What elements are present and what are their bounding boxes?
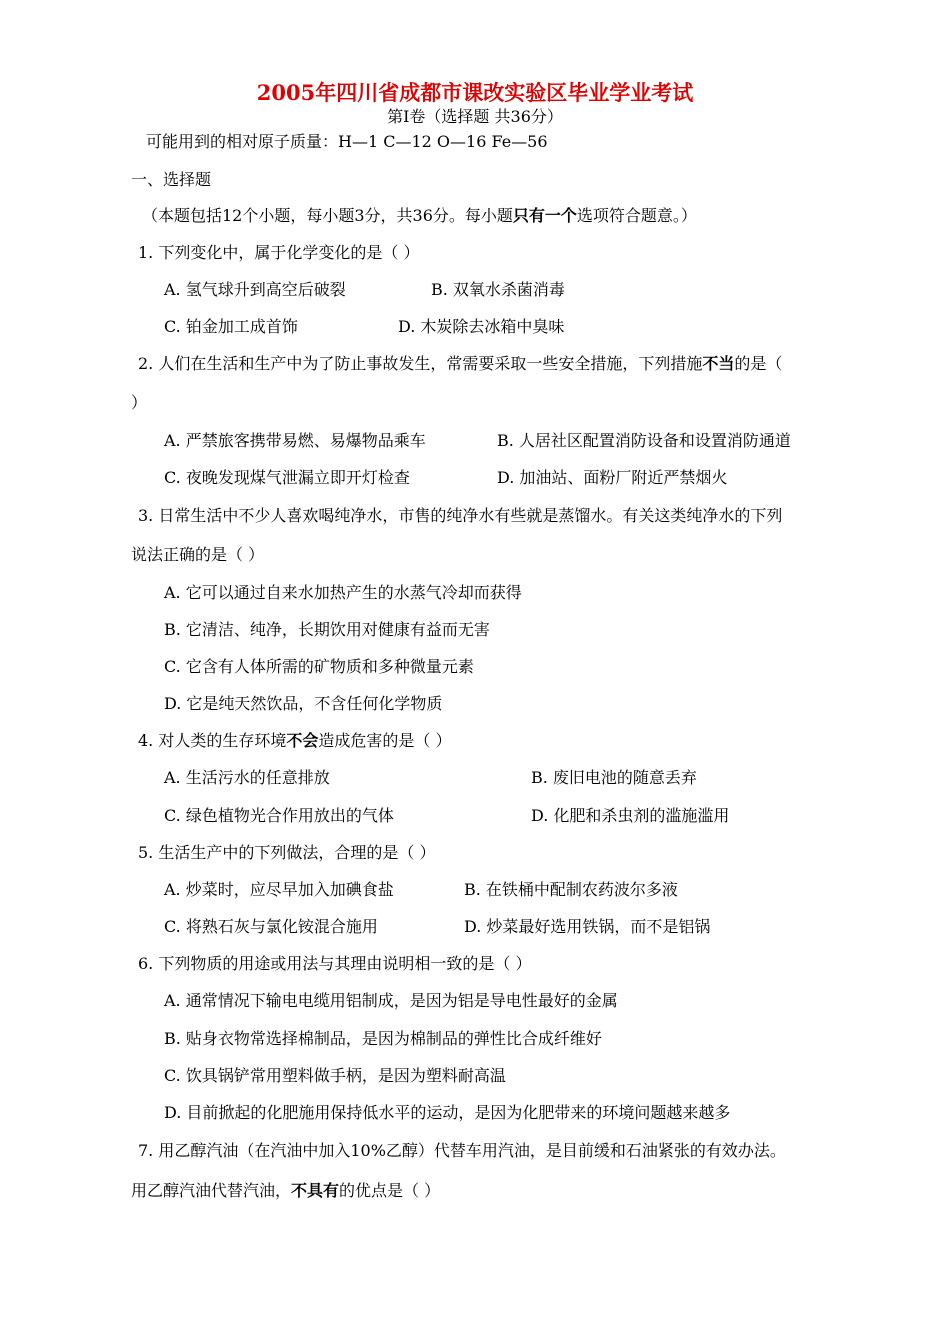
q6-option-d: D. 目前掀起的化肥施用保持低水平的运动，是因为化肥带来的环境问题越来越多 [164, 1103, 731, 1122]
q7-stem-emphasis: 不具有 [291, 1181, 340, 1200]
q1-option-b: B. 双氧水杀菌消毒 [431, 280, 565, 299]
q4-option-a: A. 生活污水的任意排放 [164, 768, 330, 787]
q7-stem-text-end: 的优点是（ ） [339, 1181, 441, 1200]
instruction-text: （本题包括12个小题，每小题3分，共36分。每小题 [142, 206, 513, 225]
paper-subtitle: 第I卷（选择题 共36分） [387, 107, 563, 126]
page-title: 2005年四川省成都市课改实验区毕业学业考试 [256, 80, 694, 105]
q2-stem-continuation: ） [131, 393, 148, 412]
q4-option-d: D. 化肥和杀虫剂的滥施滥用 [531, 806, 730, 825]
q1-stem: 1. 下列变化中，属于化学变化的是（ ） [138, 243, 420, 262]
q5-option-c: C. 将熟石灰与氯化铵混合施用 [164, 917, 378, 936]
q6-option-c: C. 饮具锅铲常用塑料做手柄，是因为塑料耐高温 [164, 1066, 506, 1085]
q2-option-d: D. 加油站、面粉厂附近严禁烟火 [497, 468, 728, 487]
q3-option-c: C. 它含有人体所需的矿物质和多种微量元素 [164, 657, 474, 676]
q7-stem-continuation [131, 1181, 440, 1201]
q6-stem: 6. 下列物质的用途或用法与其理由说明相一致的是（ ） [138, 954, 532, 973]
q3-option-b: B. 它清洁、纯净，长期饮用对健康有益而无害 [164, 620, 490, 639]
q3-option-d: D. 它是纯天然饮品，不含任何化学物质 [164, 694, 443, 713]
q2-stem-text: 2. 人们在生活和生产中为了防止事故发生，常需要采取一些安全措施，下列措施 [138, 354, 703, 373]
q2-option-c: C. 夜晚发现煤气泄漏立即开灯检查 [164, 468, 410, 487]
q2-stem-emphasis: 不当 [702, 354, 735, 373]
q3-option-a: A. 它可以通过自来水加热产生的水蒸气冷却而获得 [164, 583, 522, 602]
q2-option-b: B. 人居社区配置消防设备和设置消防通道 [497, 431, 791, 450]
section-heading: 一、选择题 [131, 170, 212, 189]
q1-option-d: D. 木炭除去冰箱中臭味 [398, 317, 565, 336]
q5-option-a: A. 炒菜时，应尽早加入加碘食盐 [164, 880, 394, 899]
q2-stem [138, 354, 782, 374]
instruction-text-end: 选项符合题意。） [576, 206, 697, 225]
section-instruction [142, 206, 697, 226]
atomic-masses: 可能用到的相对原子质量：H—1 C—12 O—16 Fe—56 [146, 132, 548, 151]
q2-stem-text-end: 的是（ [734, 354, 783, 373]
q2-option-a: A. 严禁旅客携带易燃、易爆物品乘车 [164, 431, 426, 450]
q6-option-a: A. 通常情况下输电电缆用铝制成，是因为铝是导电性最好的金属 [164, 991, 618, 1010]
q4-option-c: C. 绿色植物光合作用放出的气体 [164, 806, 394, 825]
q4-stem-text: 4. 对人类的生存环境 [138, 731, 287, 750]
q3-stem-continuation: 说法正确的是（ ） [131, 545, 265, 564]
q1-option-c: C. 铂金加工成首饰 [164, 317, 298, 336]
q3-stem: 3. 日常生活中不少人喜欢喝纯净水，市售的纯净水有些就是蒸馏水。有关这类纯净水的下列 [138, 506, 783, 525]
q7-stem-text: 用乙醇汽油代替汽油， [131, 1181, 292, 1200]
q5-option-d: D. 炒菜最好选用铁锅，而不是铝锅 [464, 917, 711, 936]
q1-option-a: A. 氢气球升到高空后破裂 [164, 280, 346, 299]
q7-stem: 7. 用乙醇汽油（在汽油中加入10%乙醇）代替车用汽油，是目前缓和石油紧张的有效办法。 [138, 1141, 786, 1160]
instruction-emphasis: 只有一个 [512, 206, 577, 225]
q5-option-b: B. 在铁桶中配制农药波尔多液 [464, 880, 678, 899]
q5-stem: 5. 生活生产中的下列做法，合理的是（ ） [138, 843, 436, 862]
q4-stem-emphasis: 不会 [286, 731, 319, 750]
q4-stem-text-end: 造成危害的是（ ） [318, 731, 452, 750]
q6-option-b: B. 贴身衣物常选择棉制品，是因为棉制品的弹性比合成纤维好 [164, 1029, 602, 1048]
q4-stem [138, 731, 451, 751]
q4-option-b: B. 废旧电池的随意丢弃 [531, 768, 697, 787]
